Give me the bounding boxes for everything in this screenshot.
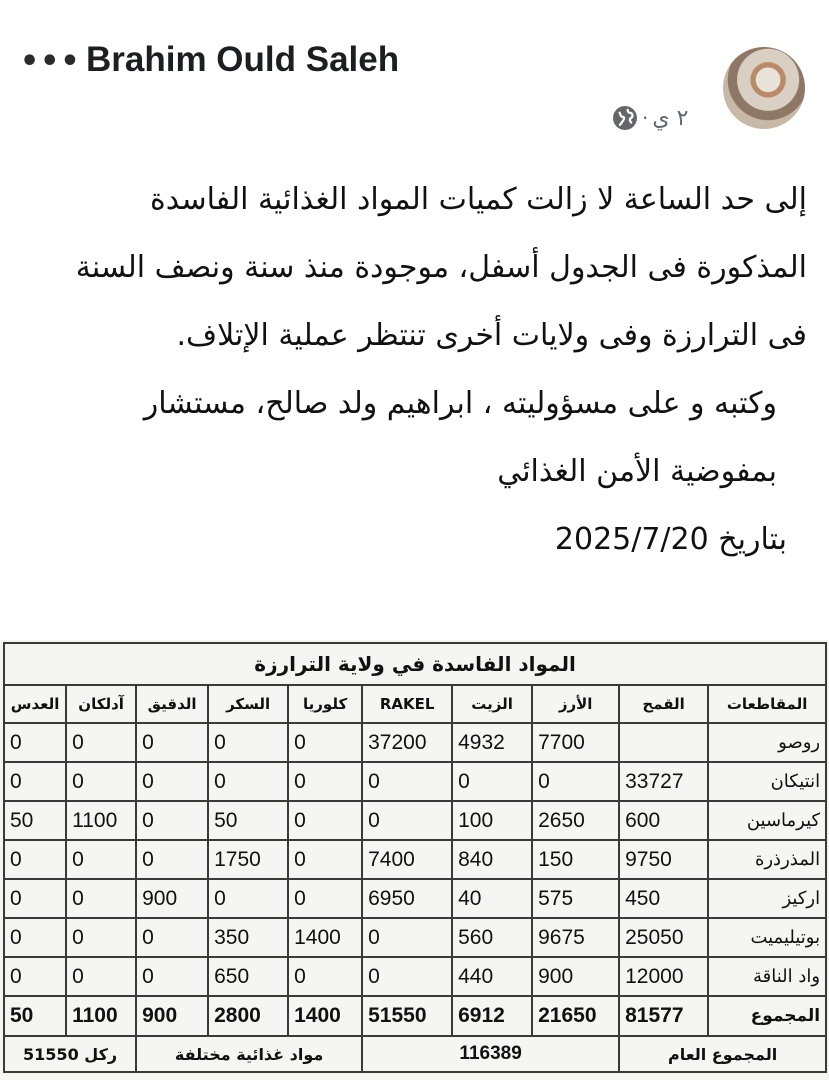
table-cell: 0 [208, 762, 288, 801]
table-cell: 7400 [362, 840, 452, 879]
column-header: الزيت [452, 685, 532, 723]
table-cell: المذرذرة [708, 840, 826, 879]
table-cell: 0 [288, 762, 362, 801]
total-cell: 1400 [288, 996, 362, 1036]
table-cell: 7700 [532, 723, 619, 762]
table-cell: 0 [532, 762, 619, 801]
table-row [4, 801, 826, 840]
table-cell: 0 [288, 957, 362, 996]
table-cell [619, 723, 708, 762]
table-cell: 0 [4, 918, 66, 957]
table-cell: 0 [452, 762, 532, 801]
total-cell: 81577 [619, 996, 708, 1036]
table-row [4, 879, 826, 918]
avatar[interactable] [723, 47, 805, 129]
table-cell: 0 [136, 840, 208, 879]
table-cell: 450 [619, 879, 708, 918]
column-header: الأرز [532, 685, 619, 723]
rakel-label: ركل [84, 1044, 118, 1064]
table-cell: 1100 [66, 801, 136, 840]
attached-table-image[interactable] [0, 640, 829, 1080]
author-name[interactable]: Brahim Ould Saleh [86, 40, 400, 79]
post-paragraph-1: إلى حد الساعة لا زالت كميات المواد الغذائية الفاسدة المذكورة فى الجدول أسفل، موجودة منذ سنة ونصف السنة فى الترارزة وفى ولايات أخرى تنتظر عملية الإتلاف. [75, 182, 807, 353]
total-cell: 50 [4, 996, 66, 1036]
rakel-value: 51550 [23, 1044, 79, 1064]
table-title: المواد الفاسدة في ولاية الترارزة [4, 643, 826, 685]
table-cell: 0 [4, 957, 66, 996]
table-cell: 0 [66, 879, 136, 918]
post-paragraph-2: وكتبه و على مسؤوليته ، ابراهيم ولد صالح، مستشار بمفوضية الأمن الغذائي [143, 386, 777, 489]
post-header [0, 0, 829, 140]
misc-foods-label: مواد غذائية مختلفة [136, 1036, 362, 1072]
table-cell: 1400 [288, 918, 362, 957]
table-cell: 1750 [208, 840, 288, 879]
table-cell: 0 [136, 957, 208, 996]
globe-icon[interactable] [612, 105, 638, 131]
table-cell: 0 [288, 879, 362, 918]
grand-total-label: المجموع العام [619, 1036, 826, 1072]
table-cell: 100 [452, 801, 532, 840]
total-cell: 2800 [208, 996, 288, 1036]
table-cell: 0 [4, 840, 66, 879]
summary-row [4, 1036, 826, 1072]
table-cell: 40 [452, 879, 532, 918]
table-cell: 0 [136, 762, 208, 801]
total-cell: 1100 [66, 996, 136, 1036]
table-cell: 150 [532, 840, 619, 879]
post-text [47, 166, 807, 574]
column-header: العدس [4, 685, 66, 723]
column-header: كلوريا [288, 685, 362, 723]
column-header: السكر [208, 685, 288, 723]
grand-total-value: 116389 [362, 1036, 619, 1072]
table-cell: 575 [532, 879, 619, 918]
table-cell: 0 [66, 723, 136, 762]
post-time[interactable]: ٢ ي [652, 105, 689, 131]
table-cell: 0 [66, 957, 136, 996]
table-cell: 6950 [362, 879, 452, 918]
table-cell: 9750 [619, 840, 708, 879]
table-cell: بوتيليميت [708, 918, 826, 957]
total-cell: 900 [136, 996, 208, 1036]
total-cell: 6912 [452, 996, 532, 1036]
column-header: القمح [619, 685, 708, 723]
more-options-icon[interactable]: ••• [20, 44, 81, 79]
table-cell: 560 [452, 918, 532, 957]
table-header-row [4, 685, 826, 723]
table-cell: 0 [208, 879, 288, 918]
table-cell: 0 [362, 918, 452, 957]
table-row [4, 957, 826, 996]
totals-row [4, 996, 826, 1036]
table-cell: 0 [136, 723, 208, 762]
table-cell: 9675 [532, 918, 619, 957]
table-cell: 4932 [452, 723, 532, 762]
table-cell: اركيز [708, 879, 826, 918]
table-cell: 0 [288, 801, 362, 840]
table-cell: 900 [532, 957, 619, 996]
table-cell: 12000 [619, 957, 708, 996]
table-cell: 50 [208, 801, 288, 840]
table-cell: كيرماسين [708, 801, 826, 840]
table-cell: 0 [288, 723, 362, 762]
table-row [4, 762, 826, 801]
table-cell: 350 [208, 918, 288, 957]
table-cell: 2650 [532, 801, 619, 840]
table-cell: 0 [4, 723, 66, 762]
table-cell: 50 [4, 801, 66, 840]
table-cell: 25050 [619, 918, 708, 957]
spoiled-food-table [3, 642, 827, 1073]
table-cell: روصو [708, 723, 826, 762]
table-row [4, 840, 826, 879]
table-cell: 440 [452, 957, 532, 996]
rakel-summary [4, 1036, 136, 1072]
table-cell: 0 [66, 840, 136, 879]
table-cell: 0 [136, 801, 208, 840]
post-meta [612, 100, 688, 136]
table-cell: 0 [288, 840, 362, 879]
table-cell: 840 [452, 840, 532, 879]
table-cell: 0 [66, 762, 136, 801]
column-header: آدلكان [66, 685, 136, 723]
table-cell: 37200 [362, 723, 452, 762]
meta-separator: · [642, 106, 649, 130]
total-cell: 51550 [362, 996, 452, 1036]
table-cell: 0 [4, 879, 66, 918]
total-cell: 21650 [532, 996, 619, 1036]
table-cell: 600 [619, 801, 708, 840]
table-cell: 0 [362, 801, 452, 840]
column-header: المقاطعات [708, 685, 826, 723]
table-row [4, 918, 826, 957]
table-cell: 0 [362, 762, 452, 801]
column-header: الدقيق [136, 685, 208, 723]
table-cell: 0 [208, 723, 288, 762]
totals-label: المجموع [708, 996, 826, 1036]
table-cell: 33727 [619, 762, 708, 801]
table-cell: 0 [136, 918, 208, 957]
table-cell: 900 [136, 879, 208, 918]
table-cell: 0 [362, 957, 452, 996]
column-header: RAKEL [362, 685, 452, 723]
table-row [4, 723, 826, 762]
table-cell: انتيكان [708, 762, 826, 801]
table-cell: 0 [4, 762, 66, 801]
table-cell: 650 [208, 957, 288, 996]
table-cell: واد الناقة [708, 957, 826, 996]
table-cell: 0 [66, 918, 136, 957]
post-date-line: بتاريخ 2025/7/20 [554, 522, 787, 557]
